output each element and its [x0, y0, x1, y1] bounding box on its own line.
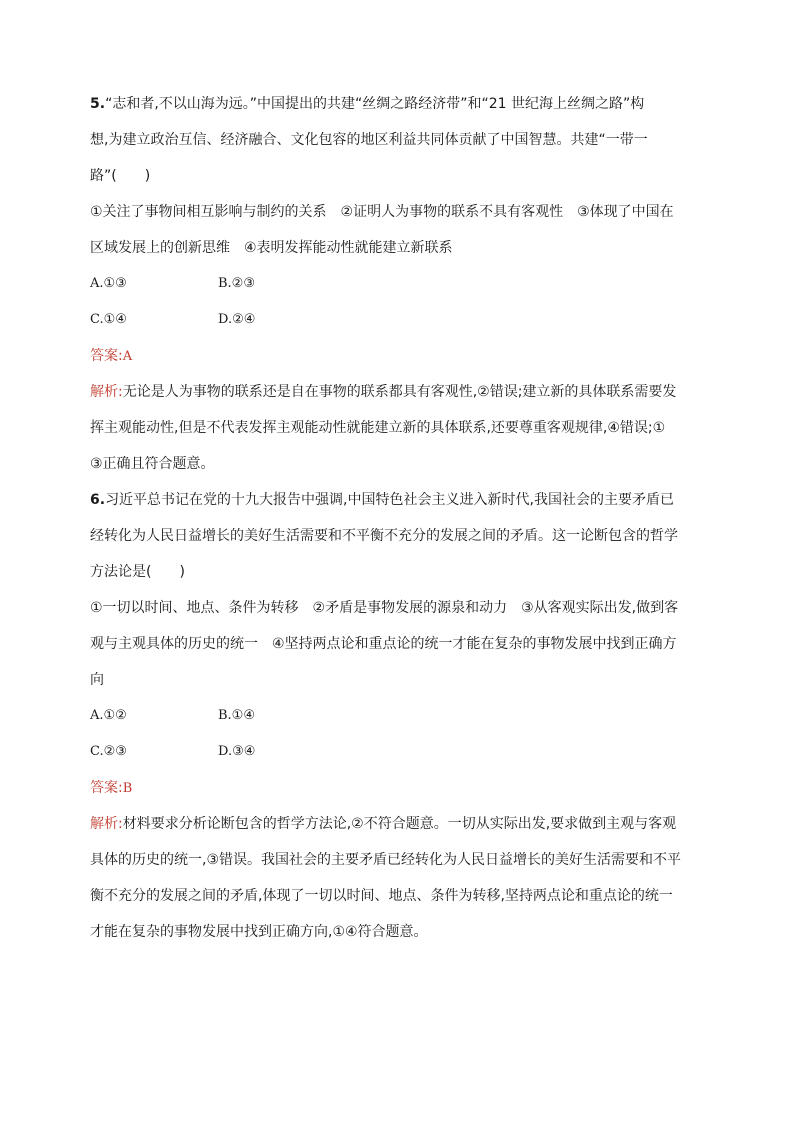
option-d: D.③④ — [218, 744, 256, 759]
answer-value: B — [122, 781, 133, 796]
explanation-line: ③正确且符合题意。 — [90, 456, 215, 472]
statement-line: ①关注了事物间相互影响与制约的关系 ②证明人为事物的联系不具有客观性 ③体现了中国在 — [90, 204, 674, 220]
question-6 — [90, 488, 706, 944]
explanation-line: 挥主观能动性,但是不代表发挥主观能动性就能建立新的具体联系,还要尊重客观规律,④错误;① — [90, 420, 666, 436]
statement-line: ①一切以时间、地点、条件为转移 ②矛盾是事物发展的源泉和动力 ③从客观实际出发,做到客 — [90, 600, 679, 616]
question-stem-line: 方法论是( ) — [90, 564, 185, 580]
question-stem-line: 6.习近平总书记在党的十九大报告中强调,中国特色社会主义进入新时代,我国社会的主要矛盾已 — [90, 492, 674, 508]
answer-value: A — [122, 349, 133, 364]
option-b: B.①④ — [218, 708, 255, 723]
explanation-line: 才能在复杂的事物发展中找到正确方向,①④符合题意。 — [90, 924, 428, 940]
answer — [90, 344, 706, 368]
explanation-line: 具体的历史的统一,③错误。我国社会的主要矛盾已经转化为人民日益增长的美好生活需要和不平 — [90, 852, 681, 868]
answer — [90, 776, 706, 800]
option-b: B.②③ — [218, 276, 255, 291]
explanation-line: 衡不充分的发展之间的矛盾,体现了一切以时间、地点、条件为转移,坚持两点论和重点论的统一 — [90, 888, 673, 904]
question-number: 5. — [90, 96, 106, 112]
option-c: C.①④ — [90, 312, 127, 327]
question-stem-line: 5.“志和者,不以山海为远。”中国提出的共建“丝绸之路经济带”和“21 世纪海上丝绸之路”构 — [90, 96, 645, 112]
question-stem-line: 路”( ) — [90, 168, 151, 184]
option-a: A.①② — [90, 708, 127, 723]
option-d: D.②④ — [218, 312, 256, 327]
statement-line: 观与主观具体的历史的统一 ④坚持两点论和重点论的统一才能在复杂的事物发展中找到正确方 — [90, 636, 677, 652]
explanation-line: 解析:材料要求分析论断包含的哲学方法论,②不符合题意。一切从实际出发,要求做到主观与客观 — [90, 816, 677, 832]
statement-line: 向 — [90, 672, 104, 688]
explanation-label: 解析: — [90, 384, 123, 400]
explanation-label: 解析: — [90, 816, 123, 832]
question-number: 6. — [90, 492, 106, 508]
answer-label: 答案: — [90, 348, 123, 364]
option-a: A.①③ — [90, 276, 127, 291]
options-row — [90, 740, 706, 764]
options-row — [90, 704, 706, 728]
question-stem-line: 经转化为人民日益增长的美好生活需要和不平衡不充分的发展之间的矛盾。这一论断包含的哲学 — [90, 528, 678, 544]
explanation-line: 解析:无论是人为事物的联系还是自在事物的联系都具有客观性,②错误;建立新的具体联系需要发 — [90, 384, 677, 400]
options-row — [90, 308, 706, 332]
answer-label: 答案: — [90, 780, 123, 796]
option-c: C.②③ — [90, 744, 127, 759]
question-5 — [90, 92, 706, 476]
statement-line: 区域发展上的创新思维 ④表明发挥能动性就能建立新联系 — [90, 240, 453, 256]
document-page — [90, 92, 706, 956]
question-stem-line: 想,为建立政治互信、经济融合、文化包容的地区利益共同体贡献了中国智慧。共建“一带一 — [90, 132, 648, 148]
options-row — [90, 272, 706, 296]
